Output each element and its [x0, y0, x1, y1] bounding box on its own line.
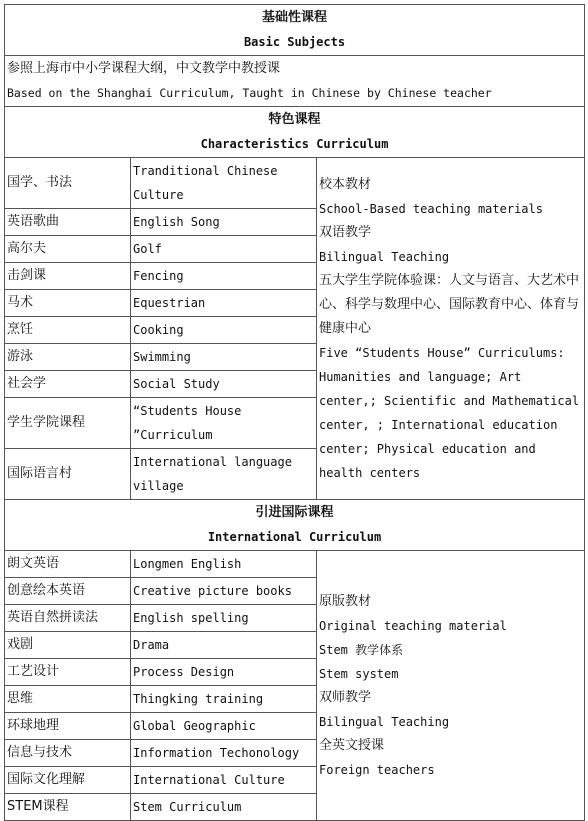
characteristics-note: School-Based teaching materials: [319, 201, 543, 216]
international-header-row: [5, 500, 585, 551]
table-row: [5, 551, 585, 578]
international-note: 全英文授课: [319, 737, 385, 753]
international-note: Stem 教学体系: [319, 642, 404, 657]
international-course-zh: 戏剧: [5, 632, 131, 659]
international-note: 双师教学: [319, 689, 372, 705]
basic-desc-zh: 参照上海市中小学课程大纲，中文教学中教授课: [7, 61, 281, 76]
international-course-en: Stem Curriculum: [131, 794, 317, 821]
characteristics-title-zh: 特色课程: [268, 112, 321, 127]
basic-header-row: [5, 5, 585, 56]
basic-desc-row: [5, 56, 585, 107]
basic-header: [5, 5, 585, 56]
international-note: Stem system: [319, 666, 399, 681]
characteristics-course-en: Golf: [131, 236, 317, 263]
characteristics-course-zh: 国学、书法: [5, 158, 131, 209]
international-course-zh: 国际文化理解: [5, 767, 131, 794]
curriculum-table: [4, 4, 585, 821]
characteristics-course-zh: 游泳: [5, 344, 131, 371]
international-course-zh: 信息与技术: [5, 740, 131, 767]
characteristics-course-en: Tranditional Chinese Culture: [131, 158, 317, 209]
characteristics-notes: [317, 158, 585, 500]
characteristics-course-zh: 社会学: [5, 371, 131, 398]
characteristics-course-zh: 击剑课: [5, 263, 131, 290]
characteristics-course-en: Cooking: [131, 317, 317, 344]
international-course-en: Drama: [131, 632, 317, 659]
characteristics-course-en: English Song: [131, 209, 317, 236]
basic-title-en: Basic Subjects: [243, 35, 346, 49]
international-note: Bilingual Teaching: [319, 714, 450, 729]
international-course-en: English spelling: [131, 605, 317, 632]
curriculum-document: [4, 4, 585, 821]
characteristics-note: 双语教学: [319, 224, 372, 240]
international-course-zh: 英语自然拼读法: [5, 605, 131, 632]
characteristics-course-en: Equestrian: [131, 290, 317, 317]
international-course-zh: 环球地理: [5, 713, 131, 740]
characteristics-header-row: [5, 107, 585, 158]
international-course-en: Thingking training: [131, 686, 317, 713]
characteristics-note: 校本教材: [319, 176, 372, 192]
international-course-zh: 创意绘本英语: [5, 578, 131, 605]
characteristics-note: 五大学生学院体验课：人文与语言、大艺术中心、科学与数理中心、国际教育中心、体育与健康中心: [319, 272, 580, 336]
characteristics-course-zh: 学生学院课程: [5, 398, 131, 449]
international-title-en: International Curriculum: [207, 530, 382, 544]
basic-desc: [5, 56, 585, 107]
basic-title-zh: 基础性课程: [262, 10, 328, 25]
international-note: Original teaching material: [319, 618, 507, 633]
international-course-en: Global Geographic: [131, 713, 317, 740]
characteristics-header: [5, 107, 585, 158]
characteristics-course-zh: 马术: [5, 290, 131, 317]
international-note: Foreign teachers: [319, 762, 435, 777]
international-notes: [317, 551, 585, 821]
international-course-en: Information Techonology: [131, 740, 317, 767]
characteristics-course-en: International language village: [131, 449, 317, 500]
international-header: [5, 500, 585, 551]
international-course-en: Longmen English: [131, 551, 317, 578]
international-course-en: Process Design: [131, 659, 317, 686]
table-row: [5, 158, 585, 209]
international-course-zh: 思维: [5, 686, 131, 713]
characteristics-course-en: Social Study: [131, 371, 317, 398]
international-course-en: International Culture: [131, 767, 317, 794]
international-course-zh: STEM课程: [5, 794, 131, 821]
characteristics-note: Bilingual Teaching: [319, 249, 450, 264]
characteristics-course-zh: 国际语言村: [5, 449, 131, 500]
characteristics-course-en: “Students House ”Curriculum: [131, 398, 317, 449]
international-note: 原版教材: [319, 593, 372, 609]
characteristics-course-zh: 英语歌曲: [5, 209, 131, 236]
international-course-zh: 工艺设计: [5, 659, 131, 686]
characteristics-course-zh: 烹饪: [5, 317, 131, 344]
international-course-zh: 朗文英语: [5, 551, 131, 578]
characteristics-title-en: Characteristics Curriculum: [200, 137, 389, 151]
basic-desc-en: Based on the Shanghai Curriculum, Taught in Chinese by Chinese teacher: [7, 86, 492, 100]
characteristics-course-zh: 高尔夫: [5, 236, 131, 263]
characteristics-note: Five “Students House” Curriculums: Humanities and language; Art center,; Scientific and Mathematical center, ; International education center; Physical education and health centers: [319, 345, 580, 480]
characteristics-course-en: Fencing: [131, 263, 317, 290]
characteristics-course-en: Swimming: [131, 344, 317, 371]
international-course-en: Creative picture books: [131, 578, 317, 605]
international-title-zh: 引进国际课程: [255, 505, 334, 520]
